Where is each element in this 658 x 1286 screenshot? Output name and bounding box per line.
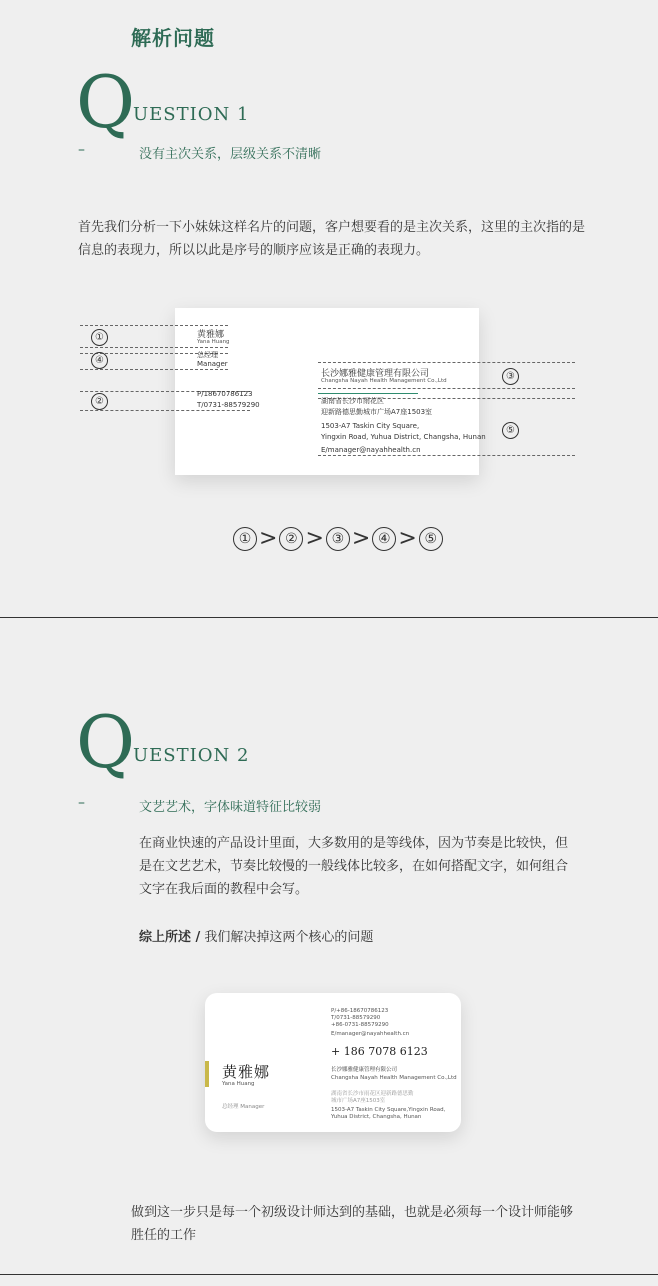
- business-card-2: [205, 993, 461, 1132]
- card2-addr4: Yuhua District, Changsha, Hunan: [331, 1114, 422, 1120]
- q1-dash: –: [78, 142, 85, 158]
- guide-line: [318, 455, 575, 456]
- order-sep: >: [398, 526, 417, 551]
- card2-name-en: Yana Huang: [222, 1081, 255, 1087]
- guide-line: [80, 410, 250, 411]
- card1-name-en: Yana Huang: [197, 339, 230, 345]
- marker-3: ③: [502, 368, 519, 385]
- guide-line: [80, 325, 228, 326]
- card2-t-line: T/0731-88579290: [331, 1015, 381, 1021]
- guide-line: [318, 362, 575, 363]
- order-sep: >: [305, 526, 324, 551]
- card1-addr-en1: 1503-A7 Taskin City Square,: [321, 422, 420, 430]
- bottom-divider: [0, 1274, 658, 1275]
- card1-title-en: Manager: [197, 360, 228, 368]
- q2-big-letter: Q: [76, 700, 136, 784]
- page-title: 解析问题: [131, 26, 215, 50]
- card1-email: E/manager@nayahhealth.cn: [321, 446, 421, 454]
- marker-4: ④: [91, 352, 108, 369]
- card1-phone: P/18670786123: [197, 390, 253, 398]
- priority-order: [233, 526, 443, 551]
- card2-company-cn: 长沙娜雅健康管理有限公司: [331, 1067, 398, 1073]
- card1-name: 黄雅娜: [197, 330, 225, 340]
- card2-name: 黄雅娜: [222, 1063, 271, 1081]
- card1-title-cn: 总经理: [197, 351, 218, 359]
- card2-addr3: 1503-A7 Taskin City Square,Yingxin Road,: [331, 1107, 446, 1113]
- footer-paragraph: 做到这一步只是每一个初级设计师达到的基础，也就是必须每一个设计师能够胜任的工作: [131, 1205, 574, 1243]
- order-item: ⑤: [419, 527, 443, 551]
- card2-e-line: E/manager@nayahhealth.cn: [331, 1031, 410, 1037]
- q1-subtitle: 没有主次关系，层级关系不清晰: [139, 147, 322, 162]
- order-item: ③: [326, 527, 350, 551]
- order-item: ①: [233, 527, 257, 551]
- accent-bar: [205, 1061, 209, 1087]
- q2-summary: [139, 926, 373, 949]
- card2-addr1: 湖南省长沙市雨花区迎新路德思勤: [331, 1091, 414, 1097]
- card1-addr-en2: Yingxin Road, Yuhua District, Changsha, Hunan: [321, 433, 486, 441]
- card2-addr2: 城市广场A7座1503室: [331, 1098, 386, 1104]
- q1-heading: UESTION 1: [133, 104, 250, 125]
- order-item: ④: [372, 527, 396, 551]
- marker-5: ⑤: [502, 422, 519, 439]
- summary-text: 我们解决掉这两个核心的问题: [200, 930, 374, 945]
- card2-t-line2: +86-0731-88579290: [331, 1022, 389, 1028]
- card1-company-cn: 长沙娜雅健康管理有限公司: [321, 369, 430, 379]
- marker-1: ①: [91, 329, 108, 346]
- q1-paragraph: 首先我们分析一下小妹妹这样名片的问题，客户想要看的是主次关系，这里的主次指的是信息的表现力，所以以此是序号的顺序应该是正确的表现力。: [78, 220, 586, 258]
- section-divider: [0, 617, 658, 618]
- card2-company-en: Changsha Nayah Health Management Co.,Ltd: [331, 1075, 457, 1081]
- card2-phone: + 186 7078 6123: [331, 1045, 428, 1058]
- card1-addr-cn2: 迎新路德思勤城市广场A7座1503室: [321, 408, 433, 416]
- order-sep: >: [259, 526, 278, 551]
- card2-p-line: P/+86-18670786123: [331, 1008, 389, 1014]
- q2-dash: –: [78, 795, 85, 811]
- card1-tel: T/0731-88579290: [197, 401, 260, 409]
- q1-big-letter: Q: [76, 60, 136, 144]
- card1-addr-cn1: 湖南省长沙市雨花区: [321, 397, 384, 405]
- guide-line: [318, 388, 575, 389]
- guide-line: [80, 369, 228, 370]
- q2-heading: UESTION 2: [133, 745, 250, 766]
- summary-bold: 综上所述 /: [139, 930, 201, 945]
- card2-role: 总经理 Manager: [222, 1104, 265, 1110]
- order-sep: >: [351, 526, 371, 551]
- q2-subtitle: 文艺艺术，字体味道特征比较弱: [139, 800, 322, 815]
- marker-2: ②: [91, 393, 108, 410]
- order-item: ②: [279, 527, 303, 551]
- card1-company-en: Changsha Nayah Health Management Co.,Ltd: [321, 378, 447, 384]
- q2-paragraph: 在商业快速的产品设计里面，大多数用的是等线体，因为节奏是比较快，但是在文艺艺术，节奏比较慢的一般线体比较多，在如何搭配文字，如何组合文字在我后面的教程中会写。: [139, 836, 569, 897]
- guide-line: [80, 347, 228, 348]
- accent-line: [318, 393, 418, 394]
